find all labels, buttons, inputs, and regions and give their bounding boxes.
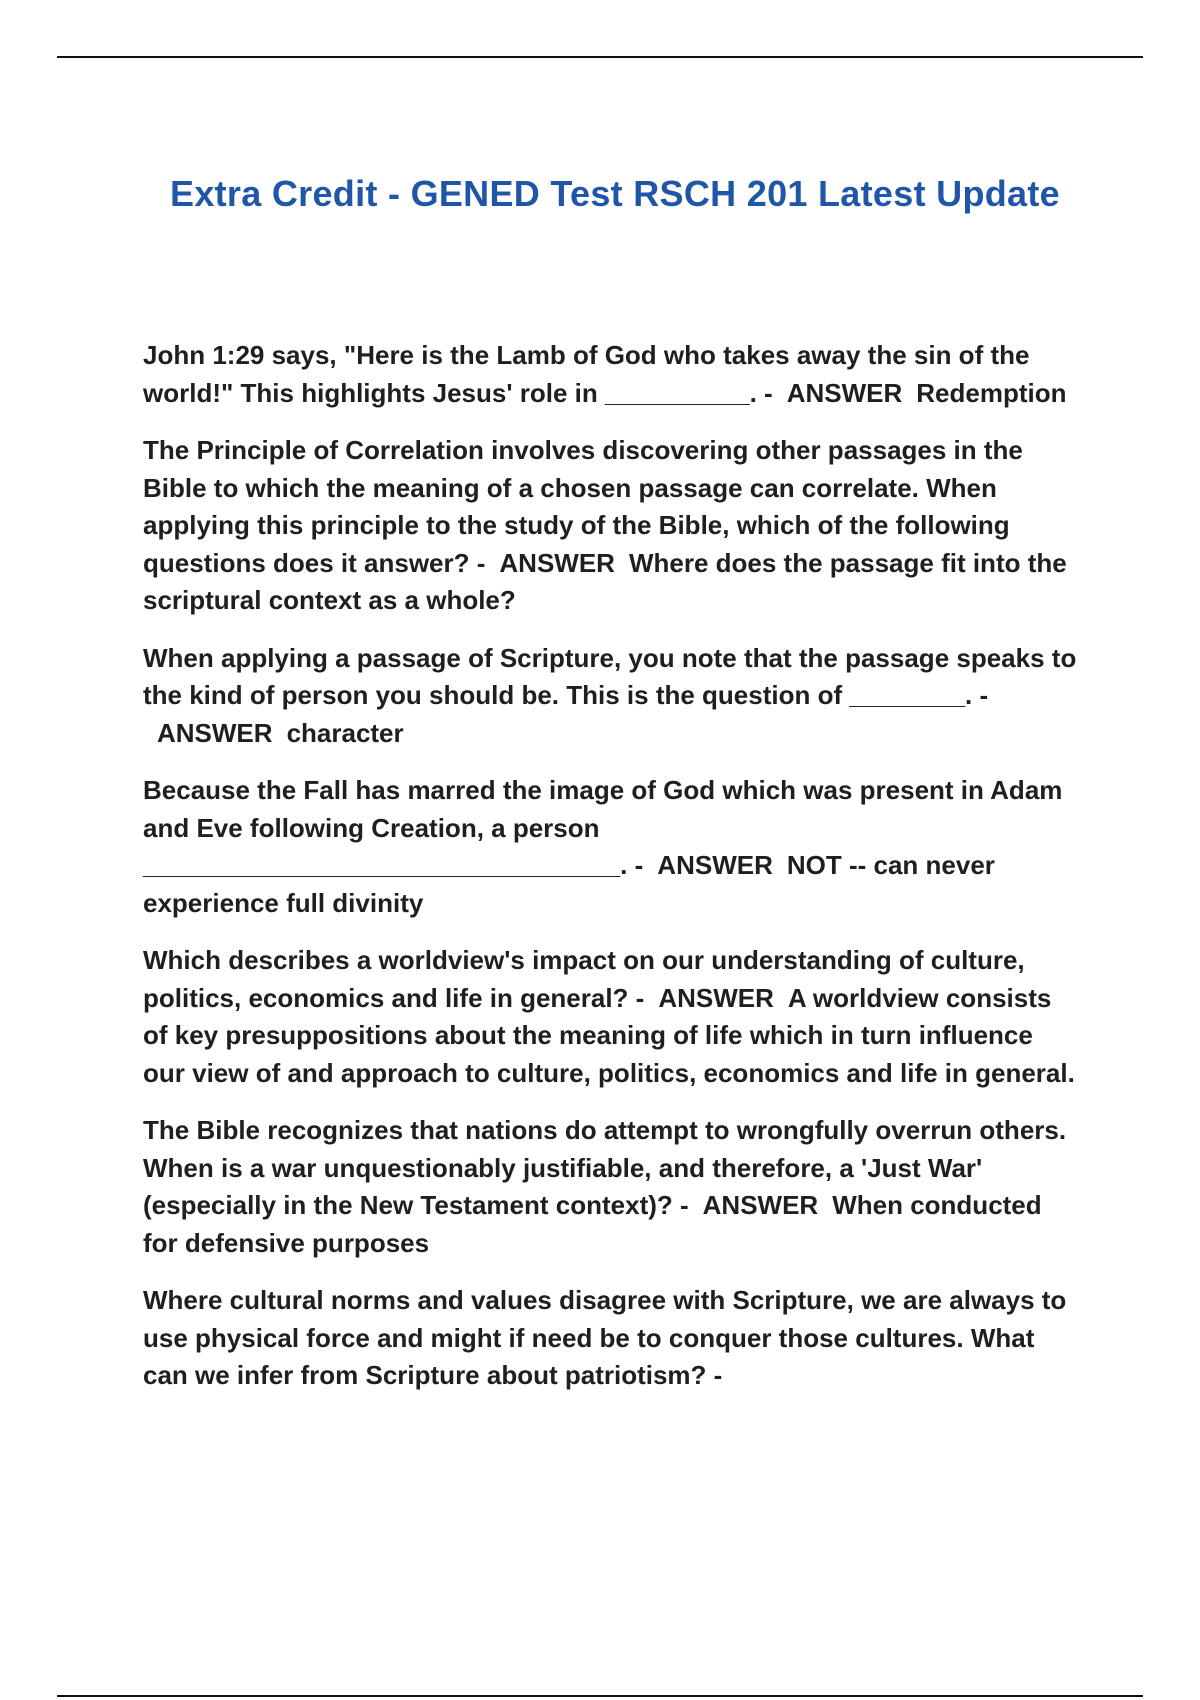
question-text: John 1:29 says, "Here is the Lamb of God who takes away the sin of the world!" This highlights Jesus' role in __________. - bbox=[143, 340, 1030, 408]
answer-label: ANSWER bbox=[657, 850, 773, 880]
answer-label: ANSWER bbox=[786, 377, 903, 408]
document-title: Extra Credit - GENED Test RSCH 201 Latest Update bbox=[170, 173, 1060, 215]
question-text: The Principle of Correlation involves discovering other passages in the Bible to which the meaning of a chosen passage can correlate. When applying this principle to the study of the Bible, which of the following questions does it answer? - bbox=[143, 435, 1023, 578]
answer-text: When conducted for defensive purposes bbox=[143, 1190, 1042, 1258]
answer-text: Redemption bbox=[916, 377, 1067, 408]
question-text: Where cultural norms and values disagree with Scripture, we are always to use physical force and might if need be to conquer those cultures. What can we infer from Scripture about patriotism? - bbox=[143, 1285, 1067, 1390]
qa-item bbox=[143, 1112, 1078, 1262]
top-rule bbox=[57, 56, 1143, 58]
qa-item bbox=[143, 1282, 1078, 1395]
qa-item bbox=[143, 942, 1078, 1092]
answer-text: A worldview consists of key presuppositions about the meaning of life which in turn influence our view of and approach to culture, politics, economics and life in general. bbox=[143, 982, 1075, 1088]
qa-item bbox=[143, 772, 1078, 922]
answer-label: ANSWER bbox=[157, 717, 273, 748]
answer-text: Where does the passage fit into the scriptural context as a whole? bbox=[143, 547, 1067, 615]
question-text: The Bible recognizes that nations do attempt to wrongfully overrun others. When is a war unquestionably justifiable, and therefore, a 'Just War' (especially in the New Testament context)? - bbox=[143, 1115, 1067, 1220]
answer-text: character bbox=[286, 717, 404, 748]
question-text: Because the Fall has marred the image of God which was present in Adam and Eve following Creation, a person _________________________________. - bbox=[143, 775, 1063, 880]
qa-list bbox=[143, 337, 1078, 1415]
bottom-rule bbox=[57, 1695, 1143, 1697]
qa-item bbox=[143, 432, 1078, 620]
qa-item bbox=[143, 640, 1078, 753]
question-text: When applying a passage of Scripture, you note that the passage speaks to the kind of person you should be. This is the question of ________. - bbox=[143, 642, 1077, 710]
answer-label: ANSWER bbox=[658, 982, 774, 1013]
answer-text: NOT -- can never experience full divinity bbox=[143, 850, 995, 918]
question-text: Which describes a worldview's impact on our understanding of culture, politics, economics and life in general? - bbox=[143, 945, 1025, 1013]
answer-label: ANSWER bbox=[499, 547, 615, 578]
qa-item bbox=[143, 337, 1078, 412]
answer-label: ANSWER bbox=[702, 1190, 819, 1220]
